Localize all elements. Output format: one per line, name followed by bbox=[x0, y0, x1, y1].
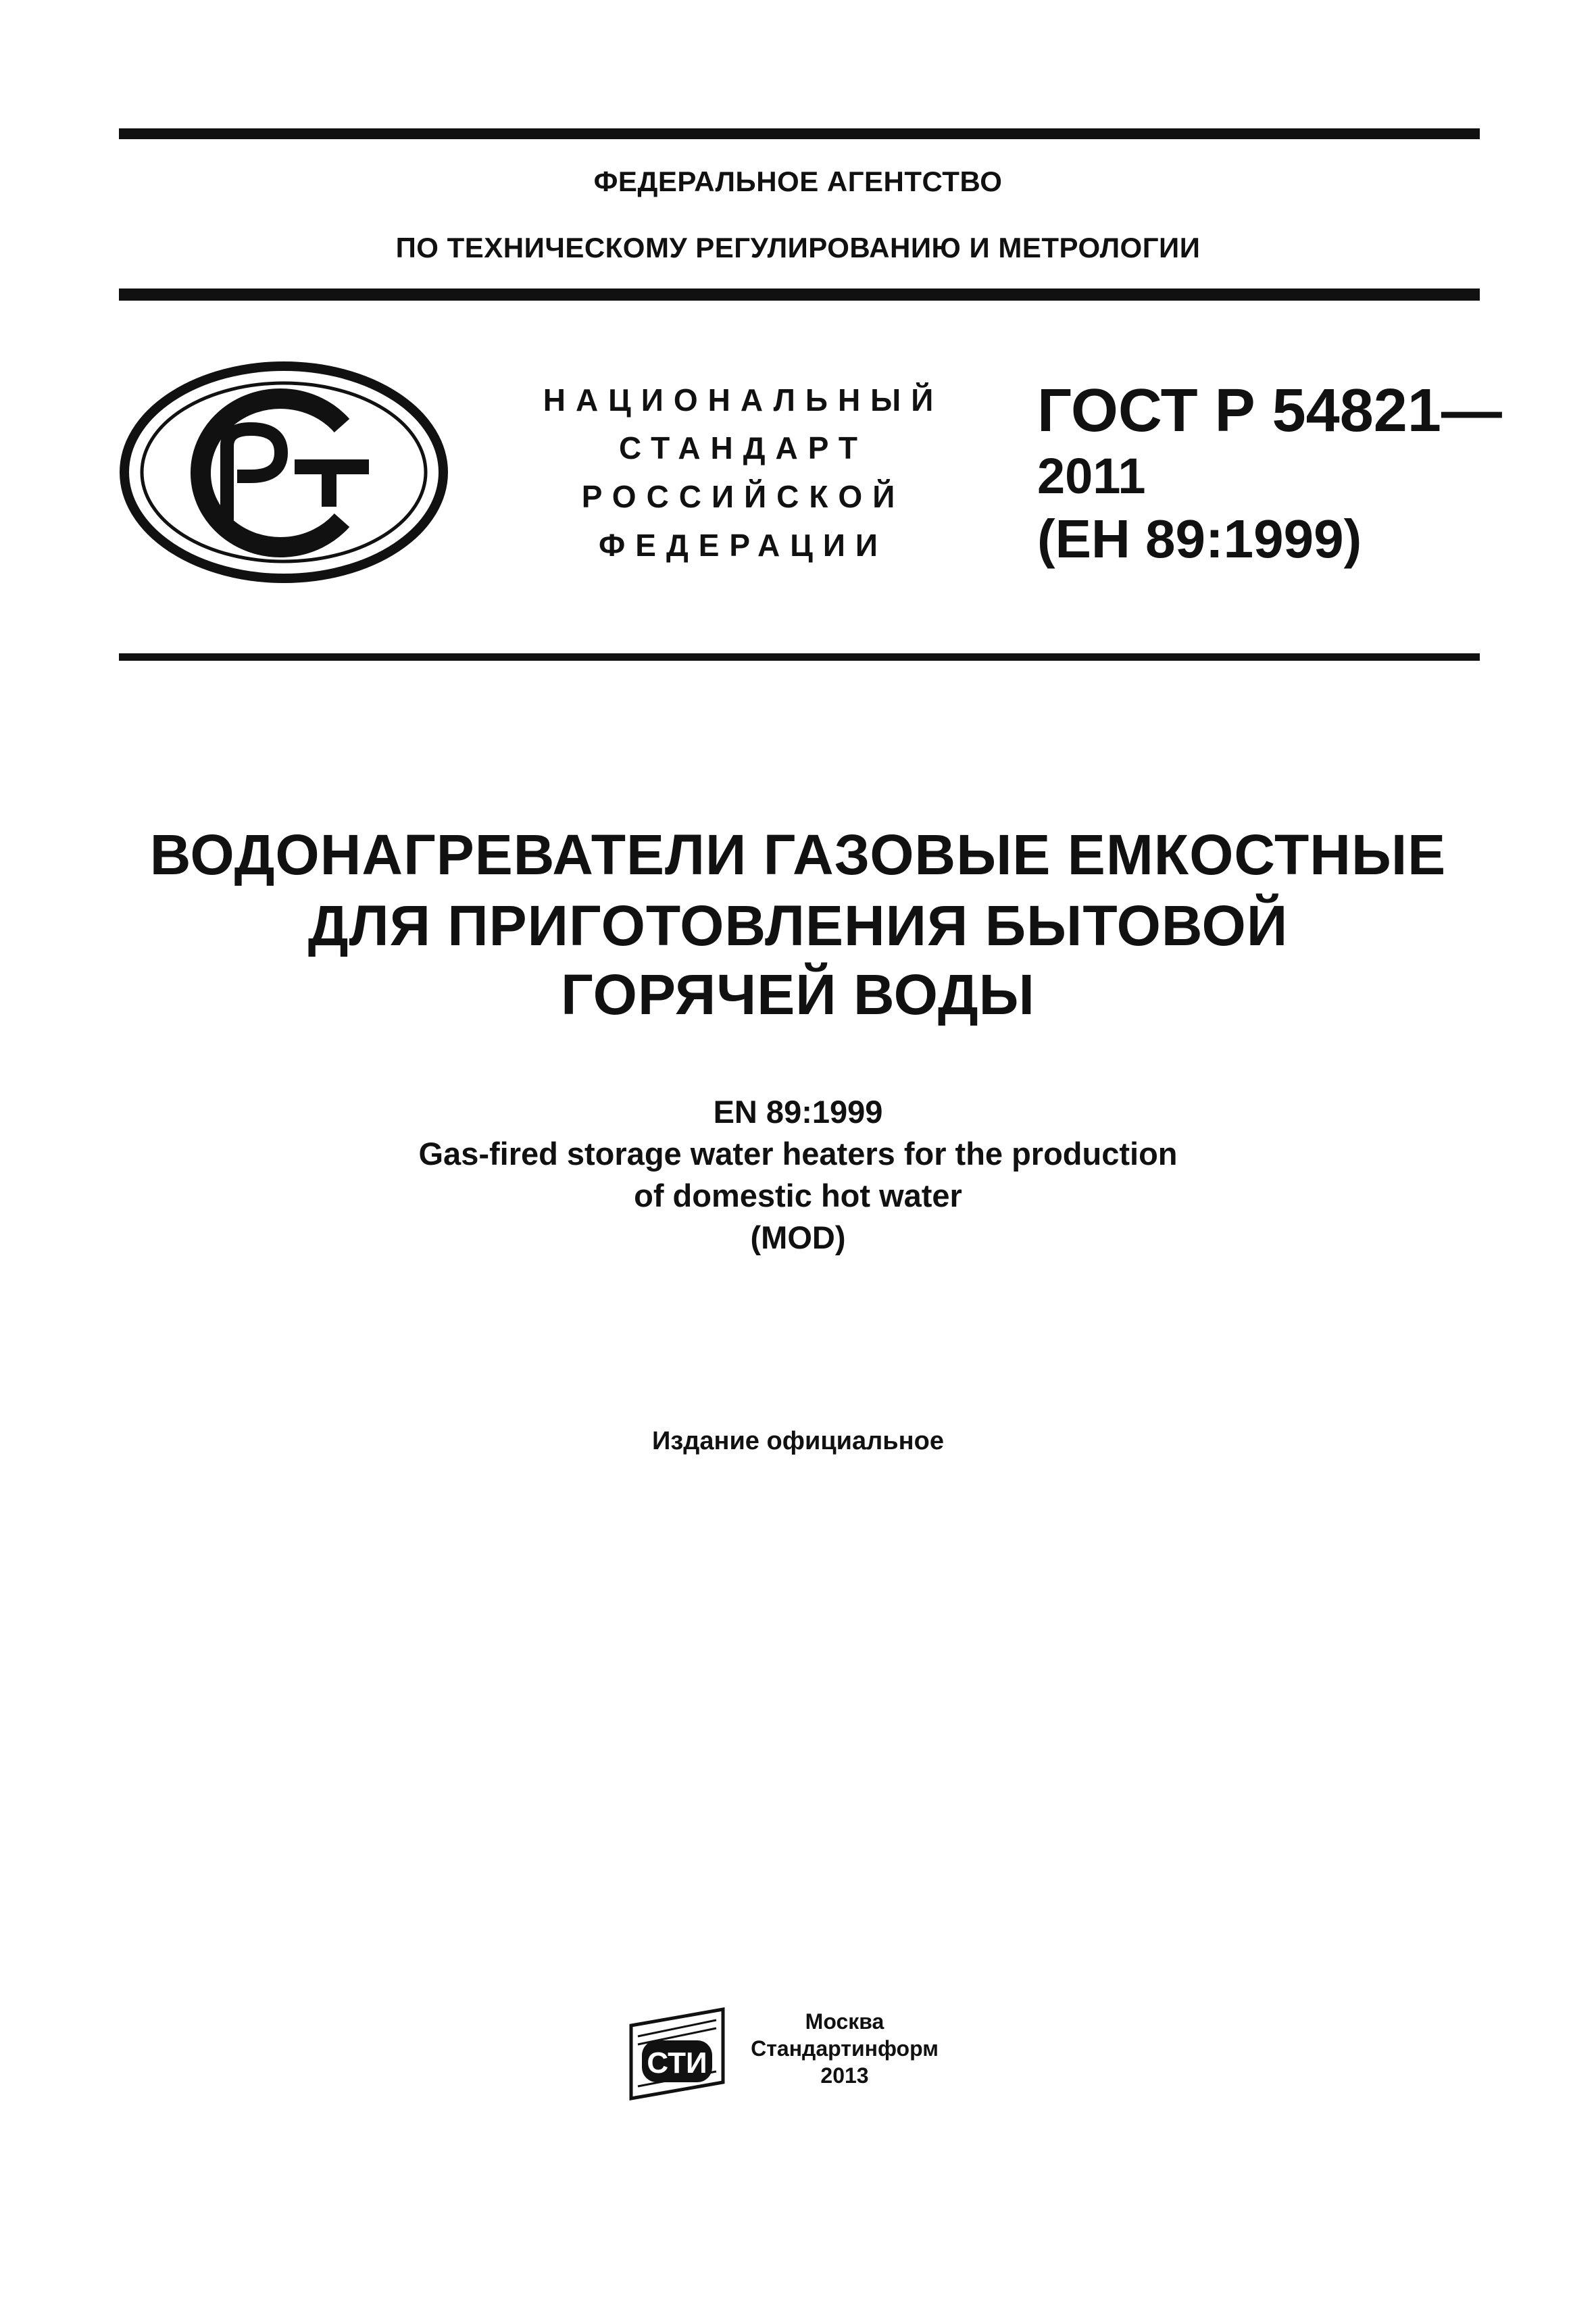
designation-line-2: 2011 bbox=[1037, 448, 1146, 504]
publisher-city: Москва bbox=[805, 2009, 884, 2034]
agency-line-1: ФЕДЕРАЛЬНОЕ АГЕНТСТВО bbox=[593, 166, 1003, 197]
svg-text:СТИ: СТИ bbox=[647, 2046, 707, 2080]
english-title-line-2: of domestic hot water bbox=[634, 1178, 962, 1213]
designation-rule bbox=[119, 653, 1480, 661]
agency-line-2: ПО ТЕХНИЧЕСКОМУ РЕГУЛИРОВАНИЮ И МЕТРОЛОГИИ bbox=[395, 232, 1201, 263]
english-code: EN 89:1999 bbox=[713, 1094, 883, 1130]
designation-line-3: (ЕН 89:1999) bbox=[1037, 509, 1362, 569]
document-title-line-1: ВОДОНАГРЕВАТЕЛИ ГАЗОВЫЕ ЕМКОСТНЫЕ bbox=[149, 823, 1447, 886]
publisher-name: Стандартинформ bbox=[751, 2036, 939, 2061]
pct-certification-mark-icon bbox=[119, 361, 449, 583]
document-title-line-3: ГОРЯЧЕЙ ВОДЫ bbox=[561, 963, 1035, 1026]
standard-type-line-3: РОССИЙСКОЙ bbox=[581, 479, 905, 514]
document-title-line-2: ДЛЯ ПРИГОТОВЛЕНИЯ БЫТОВОЙ bbox=[307, 894, 1289, 957]
header-rule bbox=[119, 288, 1480, 301]
standard-type-line-2: СТАНДАРТ bbox=[619, 430, 868, 466]
standard-type-line-4: ФЕДЕРАЦИИ bbox=[599, 528, 888, 563]
english-mod: (MOD) bbox=[750, 1219, 846, 1255]
top-rule bbox=[119, 128, 1480, 139]
publisher-year: 2013 bbox=[820, 2063, 869, 2088]
edition-label: Издание официальное bbox=[652, 1427, 944, 1455]
standard-type-line-1: НАЦИОНАЛЬНЫЙ bbox=[543, 382, 944, 418]
standartinform-logo-icon bbox=[628, 2007, 726, 2101]
english-title-line-1: Gas-fired storage water heaters for the production bbox=[418, 1136, 1178, 1172]
designation-line-1: ГОСТ Р 54821— bbox=[1037, 377, 1502, 445]
